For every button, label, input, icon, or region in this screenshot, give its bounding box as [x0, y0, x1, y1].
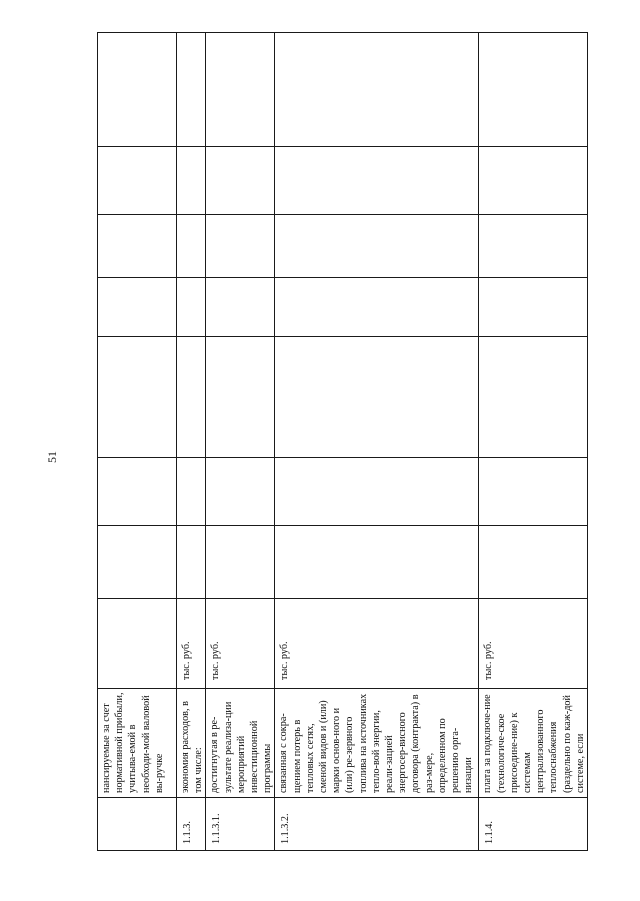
value-cell [98, 147, 177, 215]
value-cell [479, 278, 588, 337]
value-cell [177, 33, 206, 147]
value-cell [177, 337, 206, 458]
value-cell [206, 526, 275, 599]
indicator-name: нансируемые за счет нормативной прибыли, учитыва-емой в необходи-мой валовой вы-ручке [98, 689, 177, 798]
table-row [177, 33, 206, 851]
page-number: 51 [45, 451, 59, 463]
table-row [206, 33, 275, 851]
value-cell [98, 33, 177, 147]
value-cell [177, 458, 206, 526]
indicator-name: плата за подключе-ние (технологиче-ское присоедине-ние) к системам централизованного теплоснабжения (раздельно по каж-дой системе, если [479, 689, 588, 798]
table-row [275, 33, 479, 851]
row-number: 1.1.4. [479, 798, 588, 851]
value-cell [275, 147, 479, 215]
value-cell [479, 458, 588, 526]
value-cell [275, 458, 479, 526]
indicator-name: достигнутая в ре-зультате реализа-ции мероприятий инвестиционной программы [206, 689, 275, 798]
value-cell [479, 33, 588, 147]
rotated-page-content [97, 33, 584, 851]
value-cell [98, 458, 177, 526]
value-cell [275, 278, 479, 337]
unit-cell [98, 599, 177, 689]
value-cell [177, 147, 206, 215]
rotated-table-container [97, 33, 584, 851]
value-cell [177, 526, 206, 599]
indicator-name: экономия расходов, в том числе: [177, 689, 206, 798]
value-cell [98, 337, 177, 458]
indicators-table [97, 32, 588, 851]
value-cell [206, 147, 275, 215]
table-row [479, 33, 588, 851]
value-cell [98, 215, 177, 278]
value-cell [275, 526, 479, 599]
value-cell [479, 526, 588, 599]
value-cell [275, 33, 479, 147]
value-cell [206, 215, 275, 278]
row-number: 1.1.3.1. [206, 798, 275, 851]
value-cell [177, 215, 206, 278]
row-number: 1.1.3.2. [275, 798, 479, 851]
unit-cell: тыс. руб. [479, 599, 588, 689]
value-cell [98, 526, 177, 599]
row-number [98, 798, 177, 851]
value-cell [479, 215, 588, 278]
value-cell [479, 337, 588, 458]
row-number: 1.1.3. [177, 798, 206, 851]
value-cell [206, 337, 275, 458]
value-cell [206, 278, 275, 337]
unit-cell: тыс. руб. [275, 599, 479, 689]
value-cell [479, 147, 588, 215]
value-cell [275, 215, 479, 278]
value-cell [206, 33, 275, 147]
value-cell [98, 278, 177, 337]
table-row [98, 33, 177, 851]
value-cell [177, 278, 206, 337]
value-cell [275, 337, 479, 458]
unit-cell: тыс. руб. [177, 599, 206, 689]
value-cell [206, 458, 275, 526]
indicator-name: связанная с сокра-щением потерь в тепловых сетях, сменой видов и (или) марки основ-ного и (или) ре-зервного топлива на источниках тепло-вой энергии, реали-зацией энергосер-висного договора (контракта) в раз-мере, определенном по решению орга-низации [275, 689, 479, 798]
unit-cell: тыс. руб. [206, 599, 275, 689]
